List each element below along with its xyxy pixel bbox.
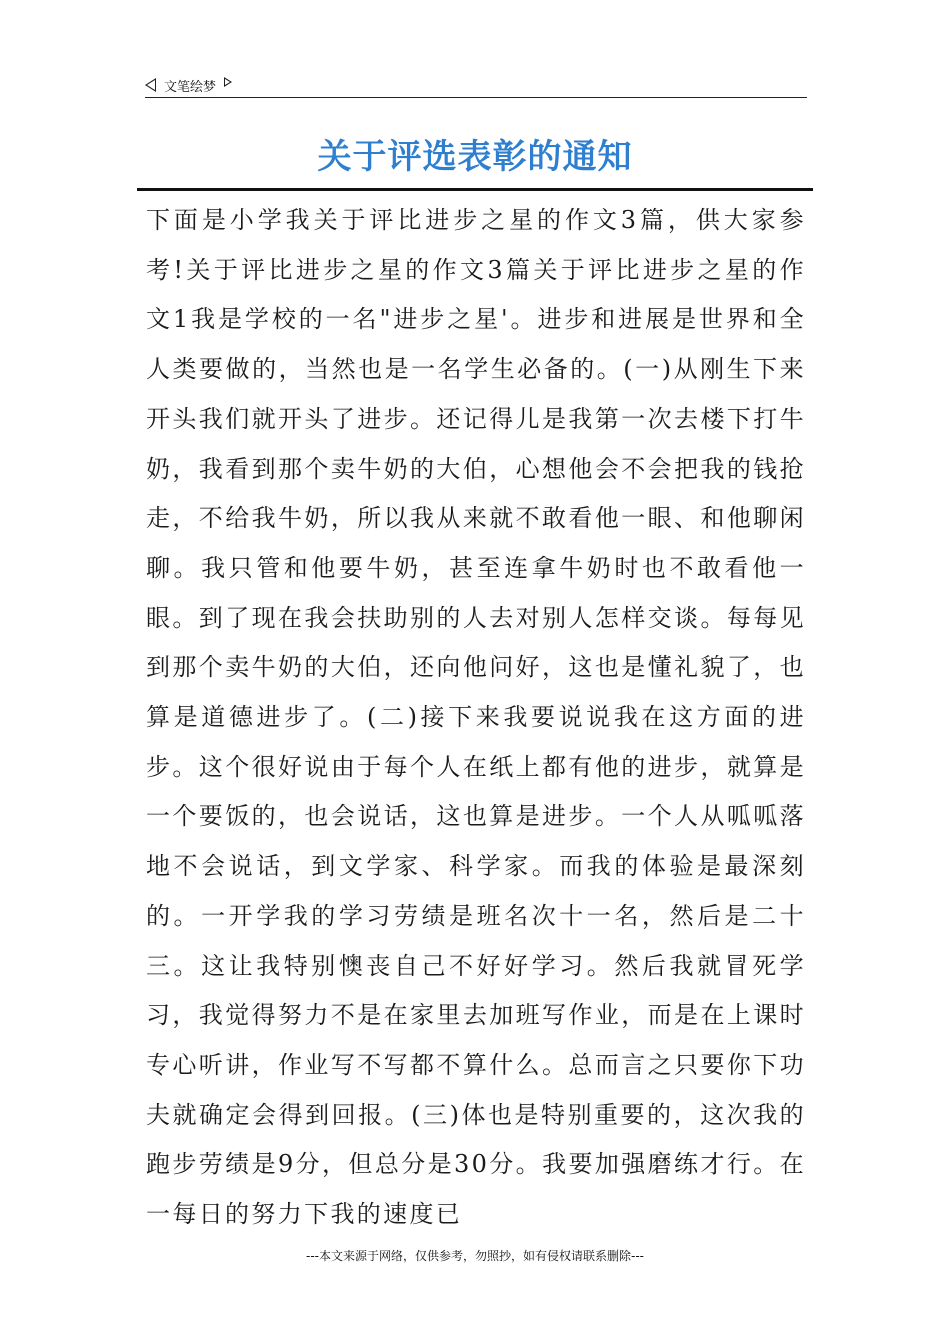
footer-disclaimer: ---本文来源于网络，仅供参考，勿照抄，如有侵权请联系删除--- xyxy=(306,1249,644,1263)
document-body: 下面是小学我关于评比进步之星的作文3篇，供大家参考!关于评比进步之星的作文3篇关于评比进步之星的作文1我是学校的一名"进步之星'。进步和进展是世界和全人类要做的，当然也是一名学生必备的。(一)从刚生下来开头我们就开头了进步。还记得儿是我第一次去楼下打牛奶，我看到那个卖牛奶的大伯，心想他会不会把我的钱抢走，不给我牛奶，所以我从来就不敢看他一眼、和他聊闲聊。我只管和他要牛奶，甚至连拿牛奶时也不敢看他一眼。到了现在我会扶助别的人去对别人怎样交谈。每每见到那个卖牛奶的大伯，还向他问好，这也是懂礼貌了，也算是道德进步了。(二)接下来我要说说我在这方面的进步。这个很好说由于每个人在纸上都有他的进步，就算是一个要饭的，也会说话，这也算是进步。一个人从呱呱落地不会说话，到文学家、科学家。而我的体验是最深刻的。一开学我的学习劳绩是班名次十一名，然后是二十三。这让我特别懊丧自己不好好学习。然后我就冒死学习，我觉得努力不是在家里去加班写作业，而是在上课时专心听讲，作业写不写都不算什么。总而言之只要你下功夫就确定会得到回报。(三)体也是特别重要的，这次我的跑步劳绩是9分，但总分是30分。我要加强磨练才行。在一每日的努力下我的速度已 xyxy=(146,206,806,1229)
right-triangle-icon xyxy=(224,77,232,87)
page-header xyxy=(145,74,807,96)
left-triangle-icon xyxy=(145,78,156,92)
brand-name: 文笔绘梦 xyxy=(164,79,217,95)
header-divider xyxy=(145,97,807,98)
document-title: 关于评选表彰的通知 xyxy=(317,137,633,177)
title-divider xyxy=(137,188,813,191)
